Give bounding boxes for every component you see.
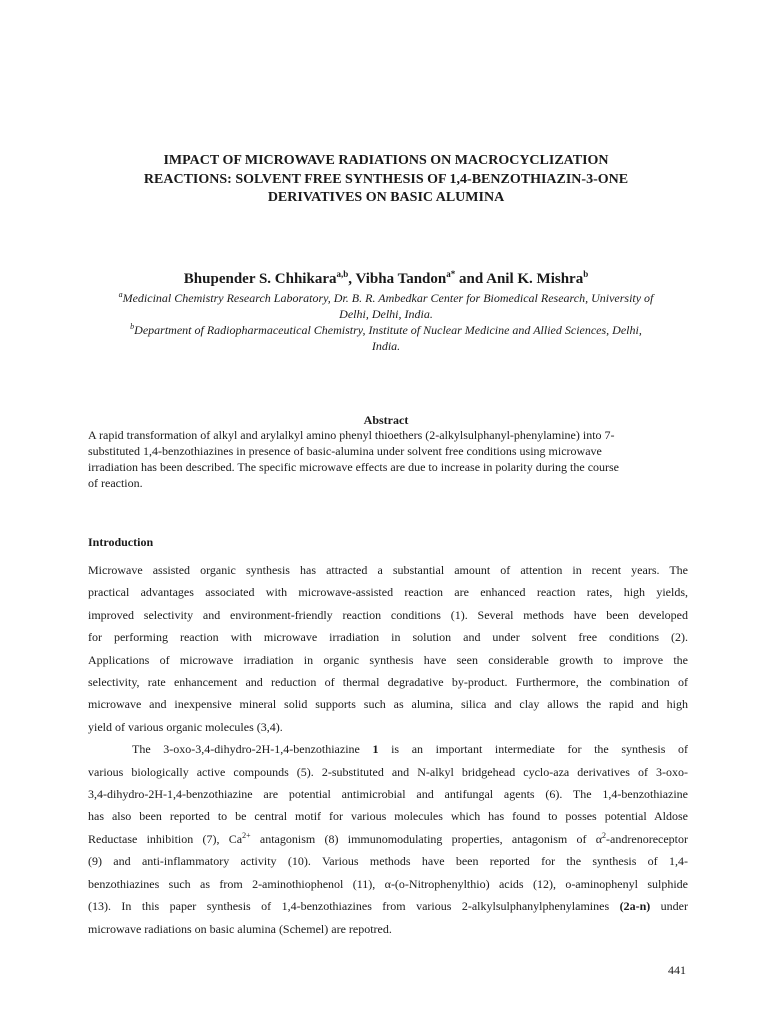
body-text: -andrenoreceptor bbox=[606, 831, 688, 846]
body-text: is an important intermediate for the synthesis of bbox=[378, 742, 688, 757]
body-line: yield of various organic molecules (3,4). bbox=[88, 719, 283, 734]
affiliation-b-text: Department of Radiopharmaceutical Chemistry, Institute of Nuclear Medicine and Allied Sciences, Delhi, bbox=[134, 323, 642, 337]
body-line: for performing reaction with microwave irradiation in solution and under solvent free conditions (2). bbox=[88, 630, 688, 645]
superscript: 2+ bbox=[242, 830, 251, 840]
body-line: selectivity, rate enhancement and reduction of thermal degradative by-product. Furthermore, the combination of bbox=[88, 675, 688, 690]
affiliation-b bbox=[88, 322, 684, 354]
compound-range: (2a-n) bbox=[619, 899, 651, 914]
title-line-1: IMPACT OF MICROWAVE RADIATIONS ON MACROCYCLIZATION bbox=[163, 153, 609, 168]
title-line-3: DERIVATIVES ON BASIC ALUMINA bbox=[267, 190, 505, 205]
introduction-heading: Introduction bbox=[88, 535, 154, 549]
author-1-affil: a,b bbox=[336, 269, 349, 279]
body-text: under bbox=[650, 899, 689, 914]
abstract-heading: Abstract bbox=[363, 413, 409, 427]
body-line: microwave radiations on basic alumina (Schemel) are repotred. bbox=[88, 921, 392, 936]
body-line: various biologically active compounds (5). 2-substituted and N-alkyl bridgehead cyclo-aza derivatives of 3-oxo- bbox=[88, 764, 688, 779]
body-text: antagonism (8) immunomodulating properties, antagonism of α bbox=[250, 831, 603, 846]
affiliation-a-line-2: Delhi, Delhi, India. bbox=[339, 307, 433, 321]
affiliation-b-line-1 bbox=[88, 322, 684, 338]
author-list bbox=[88, 270, 684, 288]
body-text: (13). In this paper synthesis of 1,4-benzothiazines from various 2-alkylsulphanylphenylamines bbox=[88, 899, 620, 914]
affiliation-b-line-2: India. bbox=[371, 339, 401, 353]
body-text: Reductase inhibition (7), Ca bbox=[88, 831, 243, 846]
abstract-line: irradiation has been described. The specific microwave effects are due to increase in polarity during the course bbox=[88, 460, 620, 474]
author-separator: , bbox=[348, 271, 356, 287]
abstract-line: substituted 1,4-benzothiazines in presence of basic-alumina under solvent free conditions using microwave bbox=[88, 444, 602, 458]
abstract-body bbox=[88, 427, 688, 491]
superscript: 2 bbox=[602, 830, 607, 840]
body-text: The 3-oxo-3,4-dihydro-2H-1,4-benzothiazine bbox=[132, 742, 373, 757]
page-number: 441 bbox=[668, 963, 686, 977]
introduction-body bbox=[88, 559, 688, 940]
affiliation-a-line-1 bbox=[88, 290, 684, 306]
author-separator: and bbox=[455, 271, 487, 287]
body-line: 3,4-dihydro-2H-1,4-benzothiazine are potential antimicrobial and antifungal agents (6). The 1,4-benzothiazine bbox=[88, 787, 688, 802]
abstract-line: A rapid transformation of alkyl and arylalkyl amino phenyl thioethers (2-alkylsulphanyl-phenylamine) into 7- bbox=[88, 428, 615, 442]
affiliation-a bbox=[88, 290, 684, 322]
body-line: has also been reported to be central motif for various molecules which has found to posses potential Aldose bbox=[88, 809, 688, 824]
abstract-line: of reaction. bbox=[88, 476, 143, 490]
author-3: Anil K. Mishra bbox=[486, 271, 584, 287]
body-line: microwave and inexpensive mineral solid supports such as alumina, silica and clay allows the rapid and high bbox=[88, 697, 688, 712]
author-1: Bhupender S. Chhikara bbox=[183, 271, 337, 287]
body-line: Microwave assisted organic synthesis has attracted a substantial amount of attention in recent years. The bbox=[88, 563, 688, 577]
body-line bbox=[88, 895, 688, 917]
title-line-2: REACTIONS: SOLVENT FREE SYNTHESIS OF 1,4-BENZOTHIAZIN-3-ONE bbox=[143, 171, 629, 187]
author-3-affil: b bbox=[583, 269, 589, 279]
body-line bbox=[88, 738, 688, 760]
author-2: Vibha Tandon bbox=[355, 271, 447, 287]
author-2-affil: a* bbox=[446, 269, 456, 279]
affiliation-b-mark: b bbox=[130, 322, 135, 331]
body-line bbox=[88, 828, 688, 850]
paper-title bbox=[88, 152, 684, 208]
affiliation-a-mark: a bbox=[118, 290, 123, 299]
body-line: (9) and anti-inflammatory activity (10). Various methods have been reported for the synthesis of 1,4- bbox=[88, 854, 688, 869]
affiliation-a-text: Medicinal Chemistry Research Laboratory, Dr. B. R. Ambedkar Center for Biomedical Research, University of bbox=[122, 291, 654, 305]
body-line: Applications of microwave irradiation in organic synthesis have seen considerable growth to improve the bbox=[88, 652, 688, 667]
body-line: practical advantages associated with microwave-assisted reaction are enhanced reaction rates, high yields, bbox=[88, 585, 688, 600]
body-line: benzothiazines such as from 2-aminothiophenol (11), α-(o-Nitrophenylthio) acids (12), o-aminophenyl sulphide bbox=[88, 876, 688, 891]
compound-number: 1 bbox=[372, 742, 379, 757]
body-line: improved selectivity and environment-friendly reaction conditions (1). Several methods have been developed bbox=[88, 607, 688, 622]
